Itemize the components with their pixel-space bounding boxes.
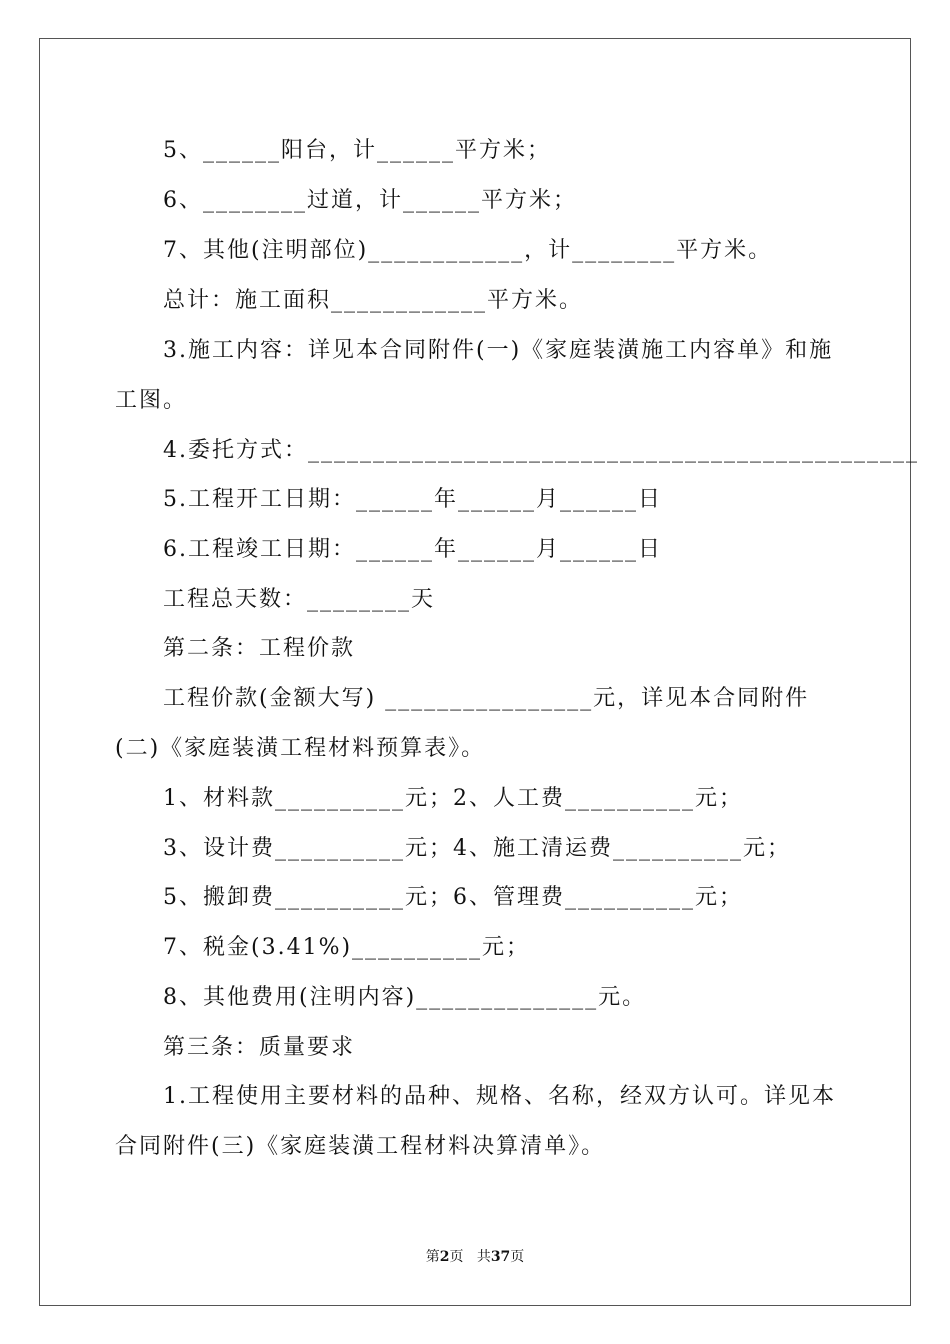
page-border <box>39 38 911 1306</box>
text-line: 1、材料款__________元；2、人工费__________元； <box>163 786 743 811</box>
text-line: 6、________过道，计______平方米； <box>163 188 577 213</box>
text-line: 工程价款(金额大写) ________________元，详见本合同附件 <box>163 686 810 711</box>
text-line: 7、其他(注明部位)____________，计________平方米。 <box>163 238 773 263</box>
text-line: 8、其他费用(注明内容)______________元。 <box>163 985 647 1010</box>
text-line: (二)《家庭装潢工程材料预算表》。 <box>115 736 486 761</box>
section-heading: 第二条：工程价款 <box>163 636 356 661</box>
text-line: 6.工程竣工日期：______年______月______日 <box>163 537 662 562</box>
footer-page-suffix: 页 <box>449 1249 464 1265</box>
text-line: 1.工程使用主要材料的品种、规格、名称，经双方认可。详见本 <box>163 1084 836 1109</box>
text-line: 5.工程开工日期：______年______月______日 <box>163 487 662 512</box>
text-line: 3、设计费__________元；4、施工清运费__________元； <box>163 836 791 861</box>
text-line: 4.委托方式：_______________________________________________ <box>163 438 919 463</box>
text-line: 合同附件(三)《家庭装潢工程材料决算清单》。 <box>115 1134 606 1159</box>
text-line: 工程总天数：________天 <box>163 587 436 612</box>
text-line: 5、搬卸费__________元；6、管理费__________元； <box>163 885 743 910</box>
footer-total-suffix: 页 <box>510 1249 525 1265</box>
footer-total-prefix: 共 <box>476 1249 491 1265</box>
footer-page-prefix: 第 <box>425 1249 440 1265</box>
text-line: 7、税金(3.41%)__________元； <box>163 935 531 960</box>
section-heading: 第三条：质量要求 <box>163 1035 356 1060</box>
page-footer <box>0 1246 950 1266</box>
footer-total-pages: 37 <box>490 1249 511 1265</box>
text-line: 5、______阳台，计______平方米； <box>163 138 551 163</box>
text-line: 3.施工内容：详见本合同附件(一)《家庭装潢施工内容单》和施 <box>163 338 834 363</box>
footer-page-number: 2 <box>439 1249 450 1265</box>
text-line: 总计：施工面积____________平方米。 <box>163 288 584 313</box>
text-line: 工图。 <box>115 388 188 413</box>
